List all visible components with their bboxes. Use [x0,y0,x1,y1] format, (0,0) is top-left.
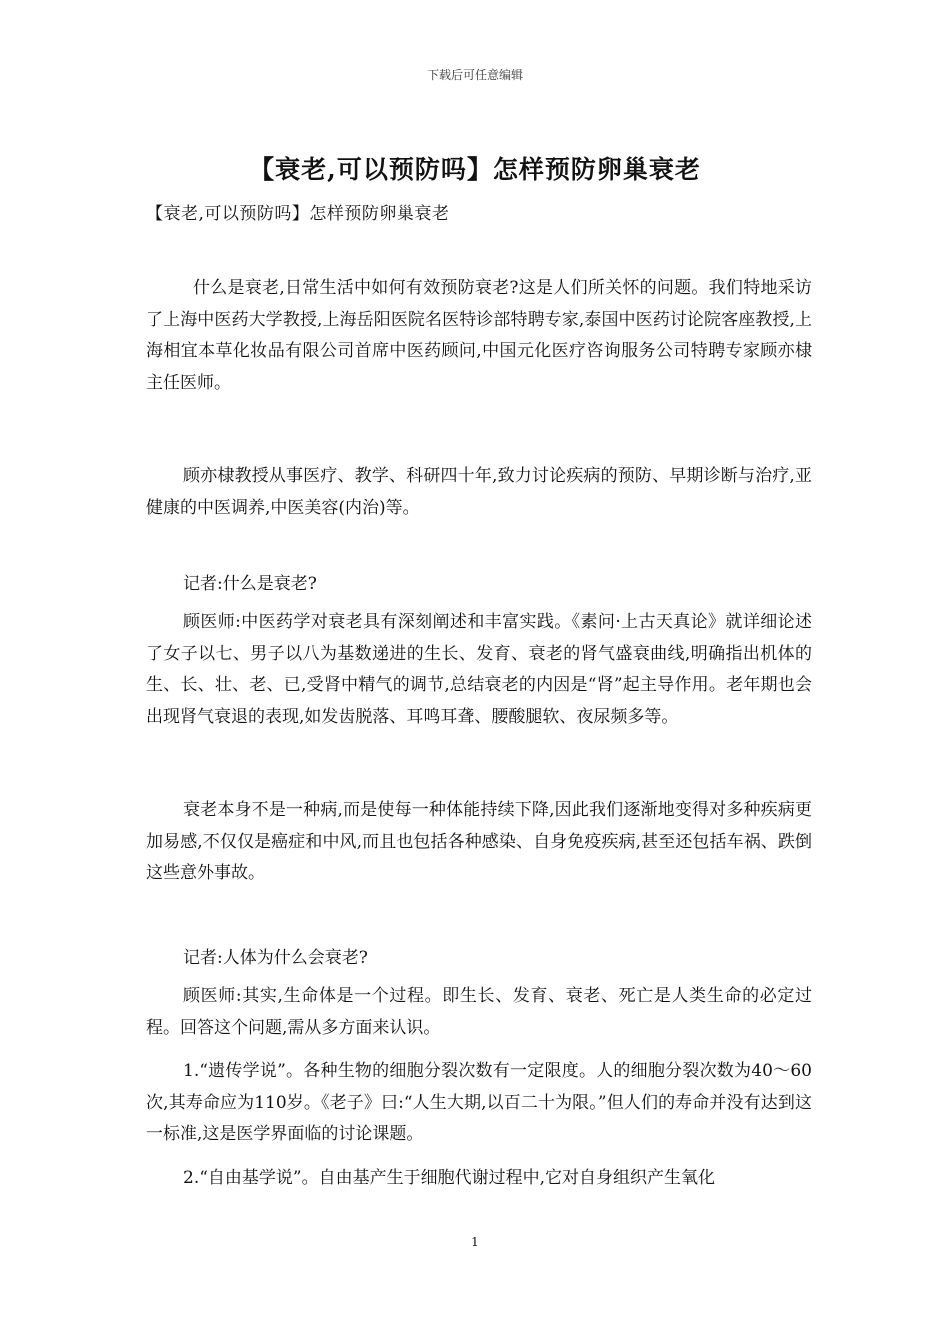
paragraph-point-2: 2.“自由基学说”。自由基产生于细胞代谢过程中,它对自身组织产生氧化 [183,1168,716,1188]
document-subtitle: 【衰老,可以预防吗】怎样预防卵巢衰老 [146,204,450,224]
paragraph-point-1: 1.“遗传学说”。各种生物的细胞分裂次数有一定限度。人的细胞分裂次数为40～60次,其寿命应为110岁。《老子》曰:“人生大期,以百二十为限。”但人们的寿命并没有达到这一标准,这是医学界面临的讨论课题。 [146,1061,812,1144]
paragraph-profile: 顾亦棣教授从事医疗、教学、科研四十年,致力讨论疾病的预防、早期诊断与治疗,亚健康的中医调养,中医美容(内治)等。 [146,466,812,518]
paragraph-question-1: 记者:什么是衰老? [183,574,317,594]
paragraph-question-2: 记者:人体为什么会衰老? [183,948,368,968]
paragraph-intro: 什么是衰老,日常生活中如何有效预防衰老?这是人们所关怀的问题。我们特地采访了上海中医药大学教授,上海岳阳医院名医特诊部特聘专家,泰国中医药讨论院客座教授,上海相宜本草化妆品有限公司首席中医药顾问,中国元化医疗咨询服务公司特聘专家顾亦棣主任医师。 [146,278,812,393]
document-title: 【衰老,可以预防吗】怎样预防卵巢衰老 [249,155,701,184]
page-number: 1 [471,1235,479,1249]
paragraph-answer-1: 顾医师:中医药学对衰老具有深刻阐述和丰富实践。《素问·上古天真论》就详细论述了女子以七、男子以八为基数递进的生长、发育、衰老的肾气盛衰曲线,明确指出机体的生、长、壮、老、已,受肾中精气的调节,总结衰老的内因是“肾”起主导作用。老年期也会出现肾气衰退的表现,如发齿脱落、耳鸣耳聋、腰酸腿软、夜尿频多等。 [146,612,812,727]
paragraph-answer-1b: 衰老本身不是一种病,而是使每一种体能持续下降,因此我们逐渐地变得对多种疾病更加易感,不仅仅是癌症和中风,而且也包括各种感染、自身免疫疾病,甚至还包括车祸、跌倒这些意外事故。 [146,800,812,883]
header-note: 下载后可任意编辑 [426,68,523,82]
paragraph-answer-2: 顾医师:其实,生命体是一个过程。即生长、发育、衰老、死亡是人类生命的必定过程。回答这个问题,需从多方面来认识。 [146,986,812,1038]
